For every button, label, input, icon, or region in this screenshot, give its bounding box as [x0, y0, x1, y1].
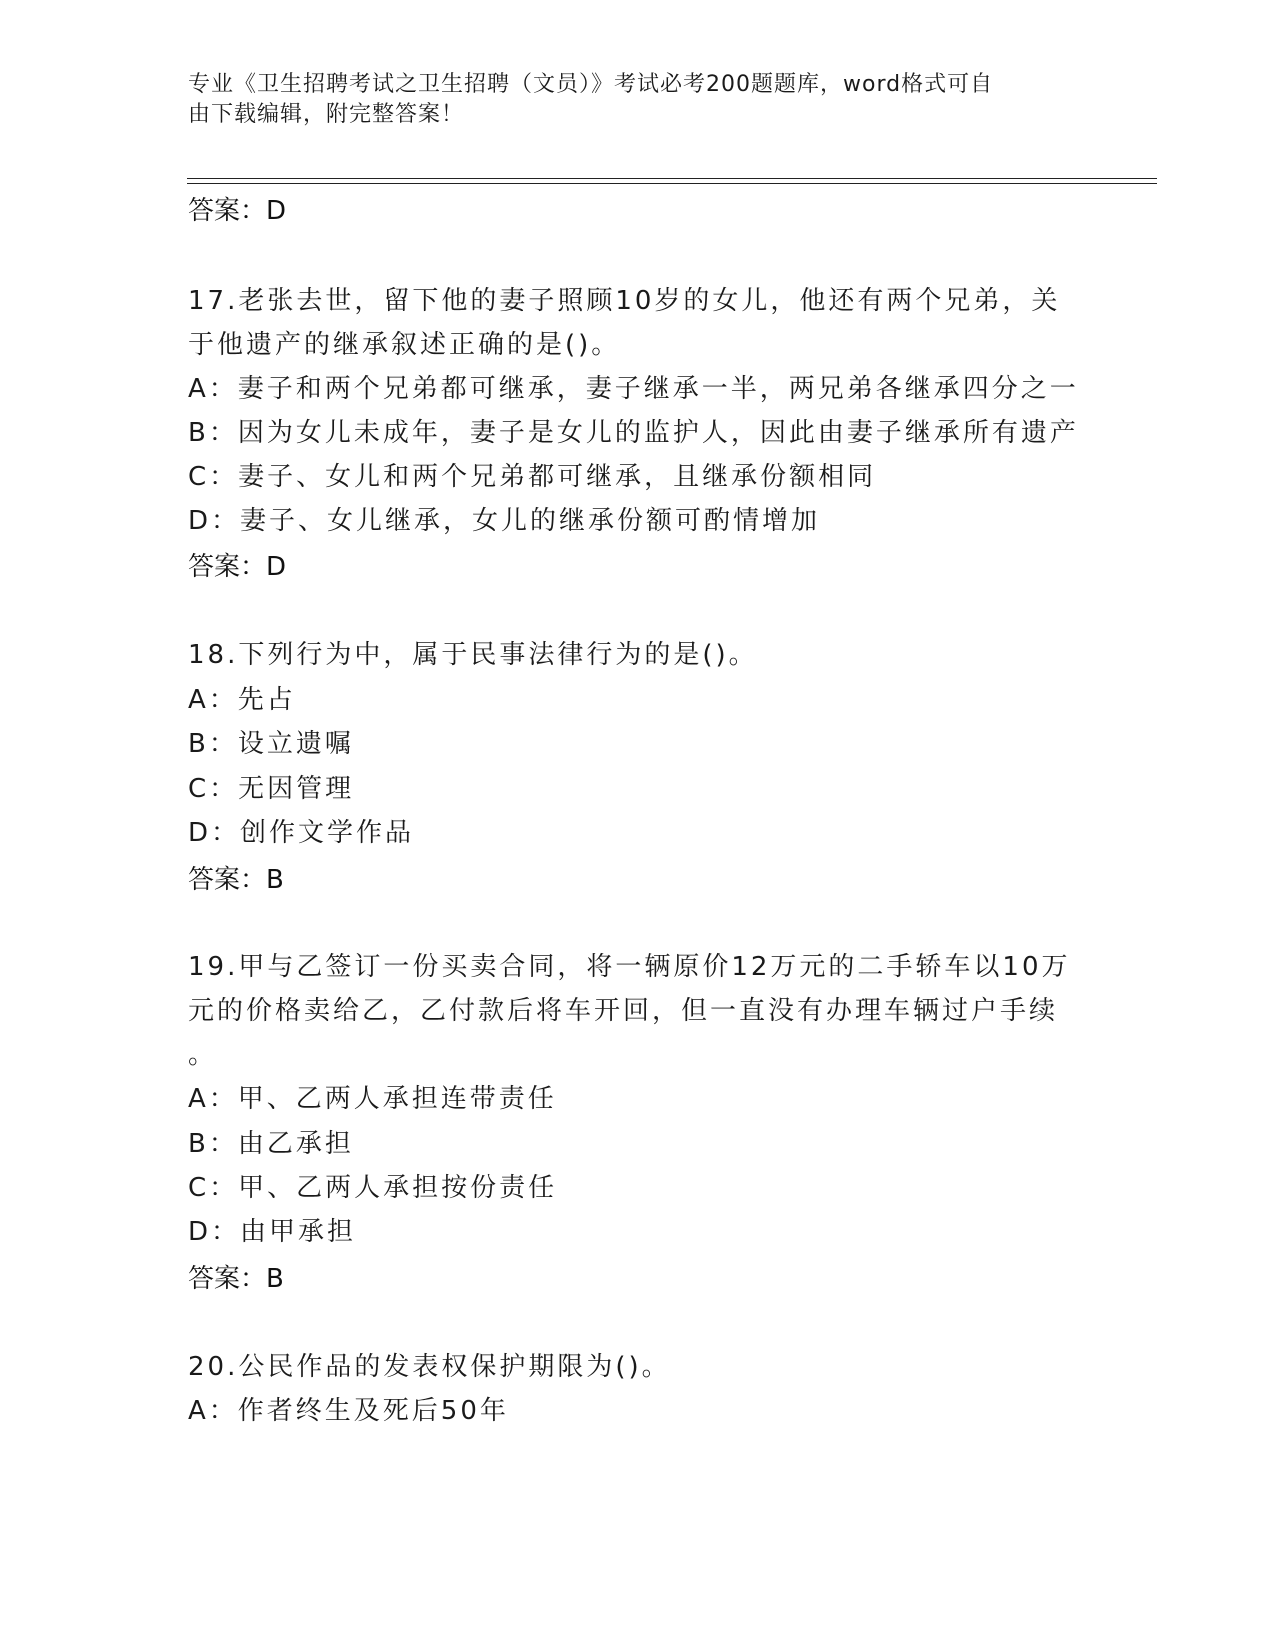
- q19-stem-line-2: 元的价格卖给乙，乙付款后将车开回，但一直没有办理车辆过户手续: [188, 996, 1059, 1026]
- answer-previous: 答案：D: [188, 196, 287, 226]
- q18-option-a: A：先占: [188, 685, 296, 715]
- q19-option-d: D：由甲承担: [188, 1217, 357, 1247]
- q17-option-d: D：妻子、女儿继承，女儿的继承份额可酌情增加: [188, 506, 821, 536]
- q17-option-a: A：妻子和两个兄弟都可继承，妻子继承一半，两兄弟各继承四分之一: [188, 374, 1079, 404]
- q19-stem-line-1: 19.甲与乙签订一份买卖合同，将一辆原价12万元的二手轿车以10万: [188, 952, 1071, 982]
- q17-answer: 答案：D: [188, 552, 287, 582]
- q18-option-b: B：设立遗嘱: [188, 729, 354, 759]
- q19-answer: 答案：B: [188, 1264, 284, 1294]
- q18-option-c: C：无因管理: [188, 774, 355, 804]
- q17-stem-line-2: 于他遗产的继承叙述正确的是()。: [188, 330, 621, 360]
- q19-option-a: A：甲、乙两人承担连带责任: [188, 1084, 557, 1114]
- header-divider-top: [187, 178, 1157, 179]
- q17-option-b: B：因为女儿未成年，妻子是女儿的监护人，因此由妻子继承所有遗产: [188, 418, 1079, 448]
- q19-option-b: B：由乙承担: [188, 1129, 354, 1159]
- header-line-1: 专业《卫生招聘考试之卫生招聘（文员）》考试必考200题题库，word格式可自: [188, 72, 994, 97]
- q17-stem-line-1: 17.老张去世，留下他的妻子照顾10岁的女儿，他还有两个兄弟，关: [188, 286, 1061, 316]
- q18-answer: 答案：B: [188, 865, 284, 895]
- q20-stem-line-1: 20.公民作品的发表权保护期限为()。: [188, 1352, 671, 1382]
- q19-option-c: C：甲、乙两人承担按份责任: [188, 1173, 558, 1203]
- header-line-2: 由下载编辑，附完整答案！: [188, 102, 465, 127]
- header-divider-bottom: [187, 183, 1157, 184]
- q17-option-c: C：妻子、女儿和两个兄弟都可继承，且继承份额相同: [188, 462, 877, 492]
- q19-stem-line-3: 。: [188, 1040, 218, 1070]
- q18-option-d: D：创作文学作品: [188, 818, 415, 848]
- q18-stem-line-1: 18.下列行为中，属于民事法律行为的是()。: [188, 640, 758, 670]
- page-header: [188, 70, 1068, 130]
- q20-option-a: A：作者终生及死后50年: [188, 1396, 509, 1426]
